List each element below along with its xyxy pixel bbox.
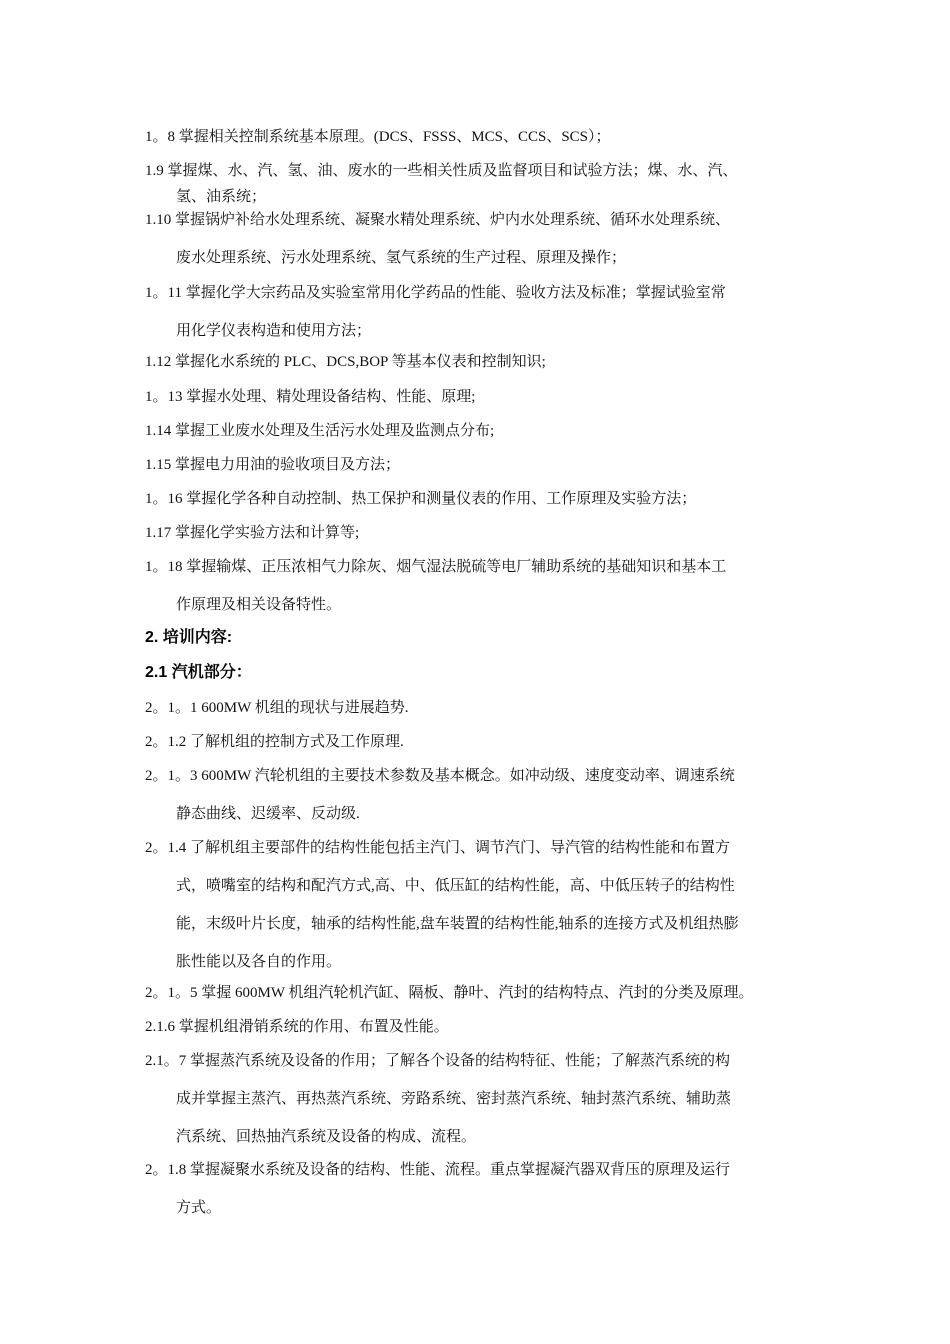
item-line: 1.12 掌握化水系统的 PLC、DCS,BOP 等基本仪表和控制知识; [145, 354, 546, 370]
list-item [145, 387, 817, 407]
item-line-continued: 胀性能以及各自的作用。 [176, 954, 342, 970]
item-line: 1。18 掌握输煤、正压浓相气力除灰、烟气湿法脱硫等电厂辅助系统的基础知识和基本工 [145, 559, 727, 575]
list-item [145, 1160, 817, 1218]
list-item [145, 489, 817, 509]
list-item [145, 283, 817, 341]
list-item [145, 1051, 817, 1147]
item-line: 1.14 掌握工业废水处理及生活污水处理及监测点分布; [145, 423, 495, 439]
item-line-continued: 式，喷嘴室的结构和配汽方式,高、中、低压缸的结构性能，高、中低压转子的结构性 [176, 878, 735, 894]
item-line-continued: 废水处理系统、污水处理系统、氢气系统的生产过程、原理及操作； [176, 250, 627, 266]
item-line-continued: 方式。 [176, 1200, 222, 1216]
item-line: 1.15 掌握电力用油的验收项目及方法； [145, 457, 401, 473]
item-line: 2.1。7 掌握蒸汽系统及设备的作用；了解各个设备的结构特征、性能；了解蒸汽系统的构 [145, 1053, 731, 1069]
item-line: 2。1。3 600MW 汽轮机组的主要技术参数及基本概念。如冲动级、速度变动率、调速系统 [145, 768, 735, 784]
list-item [145, 523, 817, 543]
subsection-heading: 2.1 汽机部分： [145, 664, 252, 681]
item-line: 2。1。1 600MW 机组的现状与进展趋势. [145, 700, 409, 716]
item-line: 1.10 掌握锅炉补给水处理系统、凝聚水精处理系统、炉内水处理系统、循环水处理系统、 [145, 212, 731, 228]
list-item [145, 210, 817, 268]
item-line-continued: 汽系统、回热抽汽系统及设备的构成、流程。 [176, 1129, 477, 1145]
item-line-continued: 成并掌握主蒸汽、再热蒸汽系统、旁路系统、密封蒸汽系统、轴封蒸汽系统、辅助蒸 [176, 1091, 732, 1107]
item-line: 1。13 掌握水处理、精处理设备结构、性能、原理; [145, 389, 476, 405]
item-line: 1。11 掌握化学大宗药品及实验室常用化学药品的性能、验收方法及标准；掌握试验室常 [145, 285, 726, 301]
item-line: 2。1.8 掌握凝聚水系统及设备的结构、性能、流程。重点掌握凝汽器双背压的原理及运行 [145, 1162, 731, 1178]
item-line: 1。16 掌握化学各种自动控制、热工保护和测量仪表的作用、工作原理及实验方法； [145, 491, 697, 507]
list-item [145, 421, 817, 441]
item-line: 1。8 掌握相关控制系统基本原理。(DCS、FSSS、MCS、CCS、SCS）； [145, 129, 611, 145]
list-item [145, 698, 817, 718]
item-line-continued: 作原理及相关设备特性。 [176, 597, 342, 613]
list-item [145, 161, 817, 207]
item-line-continued: 氢、油系统； [176, 189, 267, 205]
list-item [145, 732, 817, 752]
item-line: 2。1.4 了解机组主要部件的结构性能包括主汽门、调节汽门、导汽管的结构性能和布置方 [145, 840, 731, 856]
list-item [145, 766, 817, 824]
item-line: 2。1.2 了解机组的控制方式及工作原理. [145, 734, 404, 750]
item-line: 2.1.6 掌握机组滑销系统的作用、布置及性能。 [145, 1019, 449, 1035]
item-line: 2。1。5 掌握 600MW 机组汽轮机汽缸、隔板、静叶、汽封的结构特点、汽封的分类及原理。 [145, 985, 754, 1001]
item-line-continued: 能，末级叶片长度，轴承的结构性能,盘车装置的结构性能,轴系的连接方式及机组热膨 [176, 916, 739, 932]
list-item [145, 557, 817, 615]
list-item [145, 455, 817, 475]
item-line: 1.9 掌握煤、水、汽、氢、油、废水的一些相关性质及监督项目和试验方法；煤、水、汽、 [145, 163, 738, 179]
item-line-continued: 静态曲线、迟缓率、反动级. [176, 806, 360, 822]
list-item [145, 352, 817, 372]
list-item [145, 983, 817, 1003]
item-line: 1.17 掌握化学实验方法和计算等; [145, 525, 360, 541]
section-heading: 2. 培训内容: [145, 629, 233, 646]
item-line-continued: 用化学仪表构造和使用方法； [176, 323, 372, 339]
list-item [145, 838, 817, 972]
list-item [145, 127, 817, 147]
list-item [145, 1017, 817, 1037]
